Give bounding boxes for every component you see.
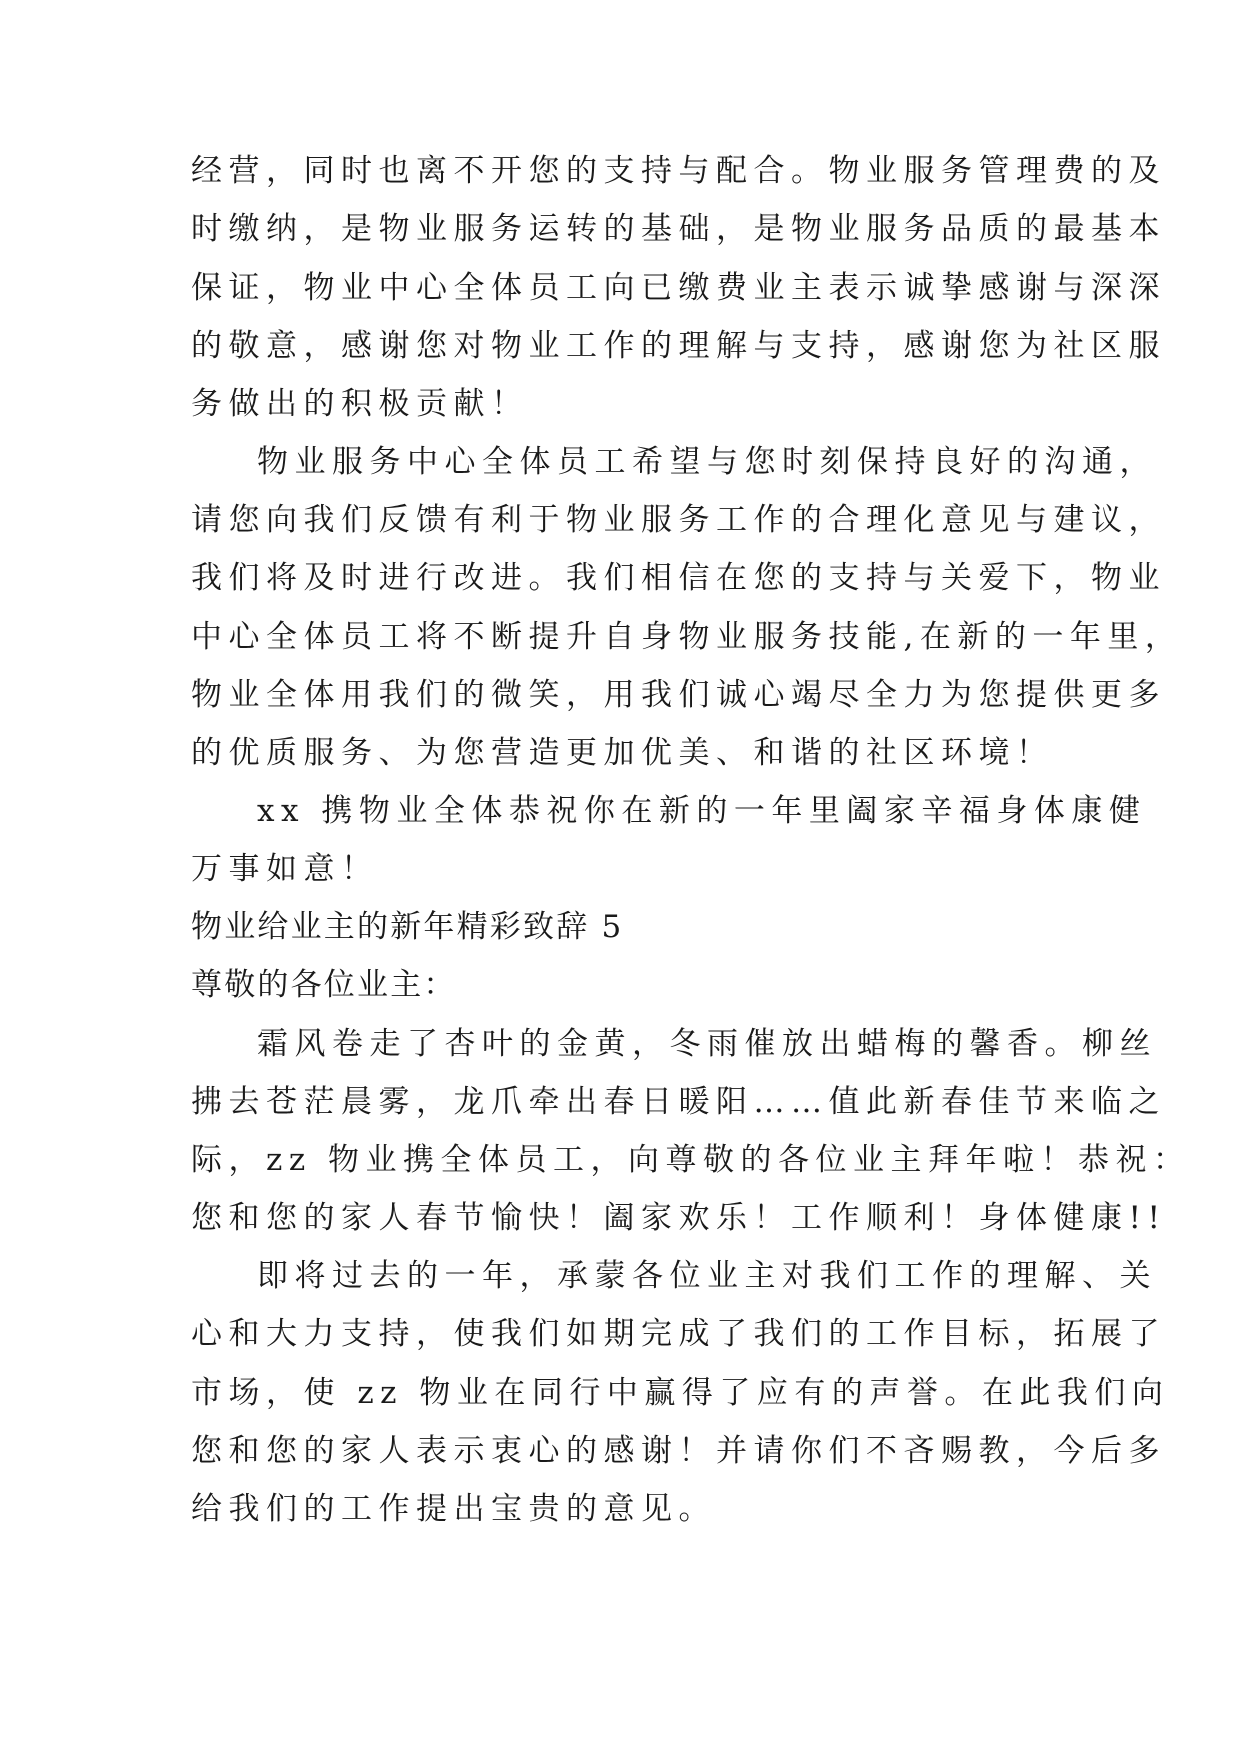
text-line: 保证，物业中心全体员工向已缴费业主表示诚挚感谢与深深	[191, 270, 1166, 306]
section-title: 物业给业主的新年精彩致辞 5	[191, 909, 624, 945]
text-line: xx 携物业全体恭祝你在新的一年里阖家辛福身体康健	[257, 793, 1147, 829]
text-line: 时缴纳，是物业服务运转的基础，是物业服务品质的最基本	[191, 211, 1166, 247]
text-line: 际，zz 物业携全体员工，向尊敬的各位业主拜年啦！恭祝：	[191, 1142, 1191, 1178]
text-line: 霜风卷走了杏叶的金黄，冬雨催放出蜡梅的馨香。柳丝	[257, 1026, 1157, 1062]
text-line: 给我们的工作提出宝贵的意见。	[191, 1491, 716, 1527]
text-line: 物业全体用我们的微笑，用我们诚心竭尽全力为您提供更多	[191, 677, 1166, 713]
text-line: 您和您的家人春节愉快！阖家欢乐！工作顺利！身体健康!!	[191, 1200, 1167, 1236]
text-line: 万事如意！	[191, 851, 379, 887]
text-line: 市场，使 zz 物业在同行中赢得了应有的声誉。在此我们向	[191, 1375, 1170, 1411]
text-line: 即将过去的一年，承蒙各位业主对我们工作的理解、关	[257, 1258, 1157, 1294]
text-line: 拂去苍茫晨雾，龙爪牵出春日暖阳……值此新春佳节来临之	[191, 1084, 1166, 1120]
text-line: 请您向我们反馈有利于物业服务工作的合理化意见与建议，	[191, 502, 1166, 538]
text-line: 您和您的家人表示衷心的感谢！并请你们不吝赐教，今后多	[191, 1433, 1166, 1469]
salutation: 尊敬的各位业主：	[191, 967, 457, 1003]
text-line: 经营，同时也离不开您的支持与配合。物业服务管理费的及	[191, 153, 1166, 189]
text-line: 物业服务中心全体员工希望与您时刻保持良好的沟通，	[257, 444, 1157, 480]
text-line: 的优质服务、为您营造更加优美、和谐的社区环境！	[191, 735, 1054, 771]
text-line: 心和大力支持，使我们如期完成了我们的工作目标，拓展了	[191, 1316, 1166, 1352]
text-line: 我们将及时进行改进。我们相信在您的支持与关爱下，物业	[191, 560, 1166, 596]
text-line: 的敬意，感谢您对物业工作的理解与支持，感谢您为社区服	[191, 328, 1166, 364]
text-line: 务做出的积极贡献！	[191, 386, 529, 422]
text-line: 中心全体员工将不断提升自身物业服务技能,在新的一年里，	[191, 619, 1183, 655]
